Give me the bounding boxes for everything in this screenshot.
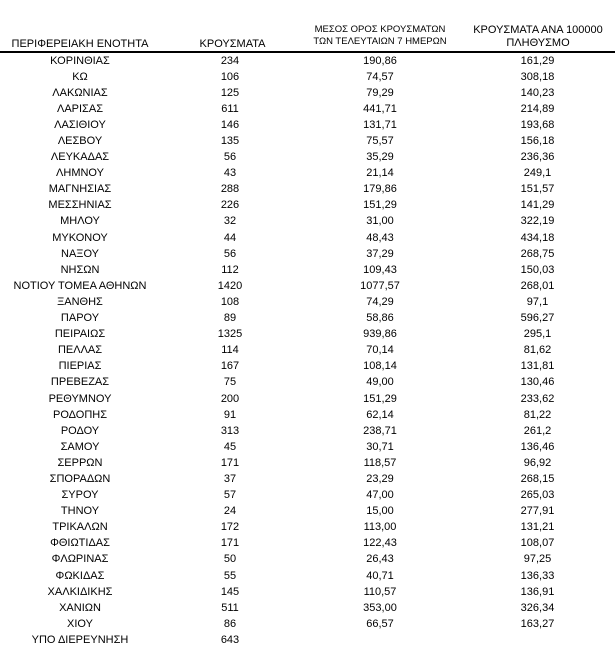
header-avg-line2: ΤΩΝ ΤΕΛΕΥΤΑΙΩΝ 7 ΗΜΕΡΩΝ — [313, 36, 447, 47]
cell-cases-per-100k: 130,46 — [520, 376, 555, 389]
table-row — [0, 230, 615, 246]
cell-region: ΦΛΩΡΙΝΑΣ — [51, 553, 109, 566]
cell-region: ΣΕΡΡΩΝ — [57, 456, 103, 469]
cell-cases-per-100k: 81,22 — [523, 408, 552, 421]
cell-cases-per-100k: 140,23 — [520, 86, 555, 99]
cell-cases: 43 — [223, 167, 237, 180]
cell-cases: 145 — [220, 585, 240, 598]
cell-region: ΜΑΓΝΗΣΙΑΣ — [48, 183, 112, 196]
cell-cases: 125 — [220, 86, 240, 99]
cell-seven-day-average: 74,57 — [366, 70, 394, 83]
cell-region: ΠΡΕΒΕΖΑΣ — [50, 376, 110, 389]
cell-seven-day-average: 35,29 — [366, 151, 394, 164]
cell-region: ΚΟΡΙΝΘΙΑΣ — [50, 54, 110, 67]
cell-region: ΡΟΔΟΥ — [60, 424, 100, 437]
cell-seven-day-average: 108,14 — [363, 360, 397, 373]
table-row — [0, 504, 615, 520]
table-row — [0, 584, 615, 600]
cell-cases: 511 — [221, 601, 239, 614]
cell-cases: 112 — [221, 263, 239, 276]
table-row — [0, 359, 615, 375]
cell-cases-per-100k: 131,81 — [520, 360, 555, 373]
table-row — [0, 53, 615, 69]
cell-region: ΣΑΜΟΥ — [60, 440, 100, 453]
cell-seven-day-average: 31,00 — [366, 215, 394, 228]
cell-cases-per-100k: 97,1 — [526, 295, 549, 308]
cell-region: ΝΑΞΟΥ — [61, 247, 99, 260]
header-cases: ΚΡΟΥΣΜΑΤΑ — [199, 38, 266, 50]
cell-cases: 288 — [220, 183, 240, 196]
cell-cases-per-100k: 96,92 — [523, 456, 552, 469]
cell-region: ΠΕΙΡΑΙΩΣ — [54, 328, 106, 341]
cell-seven-day-average: 66,57 — [366, 617, 394, 630]
cell-cases-per-100k: 268,01 — [520, 279, 555, 292]
cell-seven-day-average: 118,57 — [363, 456, 397, 469]
cell-cases: 56 — [223, 247, 237, 260]
cell-region: ΧΙΟΥ — [67, 617, 93, 630]
table-row — [0, 455, 615, 471]
cell-region: ΣΥΡΟΥ — [61, 489, 99, 502]
cell-seven-day-average: 15,00 — [366, 505, 394, 518]
cell-seven-day-average: 1077,57 — [360, 279, 400, 292]
cell-seven-day-average: 113,00 — [363, 521, 397, 534]
cell-region: ΤΗΝΟΥ — [60, 505, 100, 518]
cell-cases: 91 — [223, 408, 237, 421]
cell-seven-day-average: 353,00 — [363, 601, 397, 614]
cell-seven-day-average: 122,43 — [363, 537, 397, 550]
header-seven-day-average — [300, 24, 460, 48]
cell-cases: 106 — [220, 70, 240, 83]
cell-cases: 89 — [223, 312, 237, 325]
cell-seven-day-average: 131,71 — [363, 118, 397, 131]
cell-seven-day-average: 151,29 — [363, 392, 397, 405]
table-row — [0, 568, 615, 584]
table-row — [0, 311, 615, 327]
cell-cases: 45 — [223, 440, 237, 453]
cell-cases-per-100k: 236,36 — [520, 151, 555, 164]
table-row — [0, 439, 615, 455]
cell-region: ΛΑΣΙΘΙΟΥ — [54, 118, 106, 131]
table-row — [0, 182, 615, 198]
table-row — [0, 343, 615, 359]
table-row — [0, 214, 615, 230]
cell-region: ΛΑΚΩΝΙΑΣ — [52, 86, 108, 99]
table-row — [0, 471, 615, 487]
cell-seven-day-average: 37,29 — [366, 247, 394, 260]
cell-seven-day-average: 23,29 — [366, 472, 394, 485]
table-row — [0, 278, 615, 294]
cell-region: ΠΙΕΡΙΑΣ — [58, 360, 102, 373]
cell-cases-per-100k: 326,34 — [520, 601, 555, 614]
cell-cases-per-100k: 151,57 — [520, 183, 555, 196]
cell-cases-per-100k: 268,75 — [520, 247, 555, 260]
cell-region: ΝΗΣΩΝ — [60, 263, 100, 276]
cell-cases: 135 — [220, 135, 240, 148]
cell-cases-per-100k: 150,03 — [520, 263, 555, 276]
cell-cases-per-100k: 268,15 — [520, 472, 555, 485]
cell-region: ΜΗΛΟΥ — [60, 215, 100, 228]
cell-cases-per-100k: 265,03 — [520, 489, 555, 502]
cell-cases-per-100k: 136,91 — [520, 585, 555, 598]
cell-cases-per-100k: 596,27 — [520, 312, 555, 325]
cell-region: ΠΑΡΟΥ — [60, 312, 100, 325]
cell-cases: 643 — [220, 633, 240, 646]
table-row — [0, 632, 615, 648]
cell-seven-day-average: 58,86 — [366, 312, 394, 325]
header-cases-per-100k — [458, 24, 615, 50]
cell-seven-day-average: 151,29 — [363, 199, 397, 212]
cell-cases-per-100k: 108,07 — [520, 537, 555, 550]
table-row — [0, 69, 615, 85]
cell-region: ΦΩΚΙΔΑΣ — [55, 569, 105, 582]
cell-seven-day-average — [300, 632, 460, 648]
cell-seven-day-average: 30,71 — [366, 440, 394, 453]
cell-cases-per-100k: 261,2 — [523, 424, 552, 437]
cell-cases-per-100k: 156,18 — [520, 135, 555, 148]
cell-cases-per-100k: 277,91 — [520, 505, 555, 518]
cell-cases: 86 — [223, 617, 237, 630]
cell-seven-day-average: 179,86 — [363, 183, 397, 196]
cell-cases: 55 — [223, 569, 237, 582]
header-region: ΠΕΡΙΦΕΡΕΙΑΚΗ ΕΝΟΤΗΤΑ — [11, 38, 149, 50]
cell-cases: 226 — [220, 199, 240, 212]
cell-seven-day-average: 75,57 — [366, 135, 394, 148]
table-row — [0, 101, 615, 117]
header-avg-line1: ΜΕΣΟΣ ΟΡΟΣ ΚΡΟΥΣΜΑΤΩΝ — [314, 24, 446, 35]
table-row — [0, 552, 615, 568]
cell-seven-day-average: 49,00 — [366, 376, 394, 389]
cell-cases-per-100k: 136,33 — [520, 569, 555, 582]
header-per100k-line1: ΚΡΟΥΣΜΑΤΑ ΑΝΑ 100000 — [473, 24, 603, 36]
cell-region: ΣΠΟΡΑΔΩΝ — [49, 472, 111, 485]
cell-cases: 108 — [220, 295, 240, 308]
cell-seven-day-average: 110,57 — [363, 585, 397, 598]
cell-cases-per-100k: 193,68 — [520, 118, 555, 131]
cell-cases: 114 — [221, 344, 239, 357]
cell-cases: 1420 — [217, 279, 243, 292]
cell-cases: 1325 — [217, 328, 243, 341]
cell-cases-per-100k: 161,29 — [520, 54, 555, 67]
cell-region: ΜΕΣΣΗΝΙΑΣ — [48, 199, 112, 212]
table-row — [0, 407, 615, 423]
table-row — [0, 423, 615, 439]
table-row — [0, 488, 615, 504]
cell-seven-day-average: 109,43 — [363, 263, 397, 276]
cell-cases: 75 — [223, 376, 237, 389]
cell-cases-per-100k: 434,18 — [520, 231, 555, 244]
cell-cases-per-100k — [460, 632, 615, 648]
cell-region: ΧΑΛΚΙΔΙΚΗΣ — [47, 585, 113, 598]
cell-seven-day-average: 79,29 — [366, 86, 394, 99]
cell-region: ΛΕΥΚΑΔΑΣ — [50, 151, 110, 164]
cell-seven-day-average: 939,86 — [363, 328, 397, 341]
table-row — [0, 166, 615, 182]
table-row — [0, 600, 615, 616]
table-row — [0, 246, 615, 262]
table-row — [0, 150, 615, 166]
cell-cases: 37 — [223, 472, 237, 485]
cell-cases: 44 — [223, 231, 237, 244]
cell-cases: 167 — [220, 360, 240, 373]
table-row — [0, 198, 615, 214]
table-row — [0, 133, 615, 149]
table-row — [0, 262, 615, 278]
cell-cases: 172 — [220, 521, 240, 534]
cell-cases: 57 — [223, 489, 237, 502]
cell-region: ΠΕΛΛΑΣ — [57, 344, 103, 357]
cases-table-body — [0, 53, 615, 648]
cell-seven-day-average: 62,14 — [366, 408, 394, 421]
cell-region: ΛΑΡΙΣΑΣ — [56, 102, 103, 115]
cell-seven-day-average: 238,71 — [363, 424, 397, 437]
cell-cases: 146 — [220, 118, 240, 131]
cell-seven-day-average: 21,14 — [366, 167, 394, 180]
cell-cases-per-100k: 308,18 — [520, 70, 555, 83]
cell-cases-per-100k: 163,27 — [520, 617, 555, 630]
cell-cases: 611 — [221, 102, 239, 115]
cases-table — [0, 53, 615, 648]
cell-cases-per-100k: 295,1 — [523, 328, 552, 341]
cell-seven-day-average: 47,00 — [366, 489, 394, 502]
cell-region: ΧΑΝΙΩΝ — [59, 601, 101, 614]
cell-cases-per-100k: 97,25 — [523, 553, 552, 566]
cell-region: ΤΡΙΚΑΛΩΝ — [52, 521, 108, 534]
cell-region: ΡΕΘΥΜΝΟΥ — [48, 392, 112, 405]
cell-region: ΞΑΝΘΗΣ — [57, 295, 103, 308]
table-row — [0, 117, 615, 133]
cell-region: ΥΠΟ ΔΙΕΡΕΥΝΗΣΗ — [31, 633, 129, 646]
cell-seven-day-average: 74,29 — [366, 295, 394, 308]
cell-cases-per-100k: 233,62 — [520, 392, 555, 405]
header-per100k-line2: ΠΛΗΘΥΣΜΟ — [506, 37, 570, 49]
cell-cases: 313 — [220, 424, 240, 437]
cell-region: ΛΕΣΒΟΥ — [57, 135, 103, 148]
cell-cases: 24 — [223, 505, 237, 518]
cell-region: ΛΗΜΝΟΥ — [56, 167, 104, 180]
cell-cases-per-100k: 214,89 — [520, 102, 555, 115]
cell-seven-day-average: 190,86 — [363, 54, 397, 67]
table-row — [0, 327, 615, 343]
cell-region: ΝΟΤΙΟΥ ΤΟΜΕΑ ΑΘΗΝΩΝ — [13, 279, 147, 292]
cell-cases: 50 — [223, 553, 237, 566]
cell-seven-day-average: 26,43 — [366, 553, 394, 566]
cell-cases-per-100k: 322,19 — [520, 215, 555, 228]
table-row — [0, 616, 615, 632]
cell-cases-per-100k: 81,62 — [523, 344, 552, 357]
cell-region: ΦΘΙΩΤΙΔΑΣ — [50, 537, 110, 550]
table-row — [0, 375, 615, 391]
cell-seven-day-average: 40,71 — [366, 569, 394, 582]
table-row — [0, 294, 615, 310]
cell-cases: 171 — [220, 456, 240, 469]
cell-cases: 56 — [223, 151, 237, 164]
cell-cases-per-100k: 131,21 — [520, 521, 555, 534]
cell-cases: 200 — [220, 392, 240, 405]
cell-cases: 171 — [220, 537, 240, 550]
table-row — [0, 536, 615, 552]
cell-region: ΡΟΔΟΠΗΣ — [52, 408, 108, 421]
cell-cases-per-100k: 136,46 — [520, 440, 555, 453]
table-row — [0, 85, 615, 101]
cell-region: ΚΩ — [72, 70, 88, 83]
cell-seven-day-average: 70,14 — [366, 344, 394, 357]
cell-region: ΜΥΚΟΝΟΥ — [52, 231, 108, 244]
cell-seven-day-average: 441,71 — [363, 102, 397, 115]
table-row — [0, 391, 615, 407]
cell-cases: 234 — [220, 54, 240, 67]
cell-cases-per-100k: 141,29 — [520, 199, 555, 212]
cell-cases-per-100k: 249,1 — [523, 167, 552, 180]
cell-seven-day-average: 48,43 — [366, 231, 394, 244]
cell-cases: 32 — [223, 215, 237, 228]
table-row — [0, 520, 615, 536]
